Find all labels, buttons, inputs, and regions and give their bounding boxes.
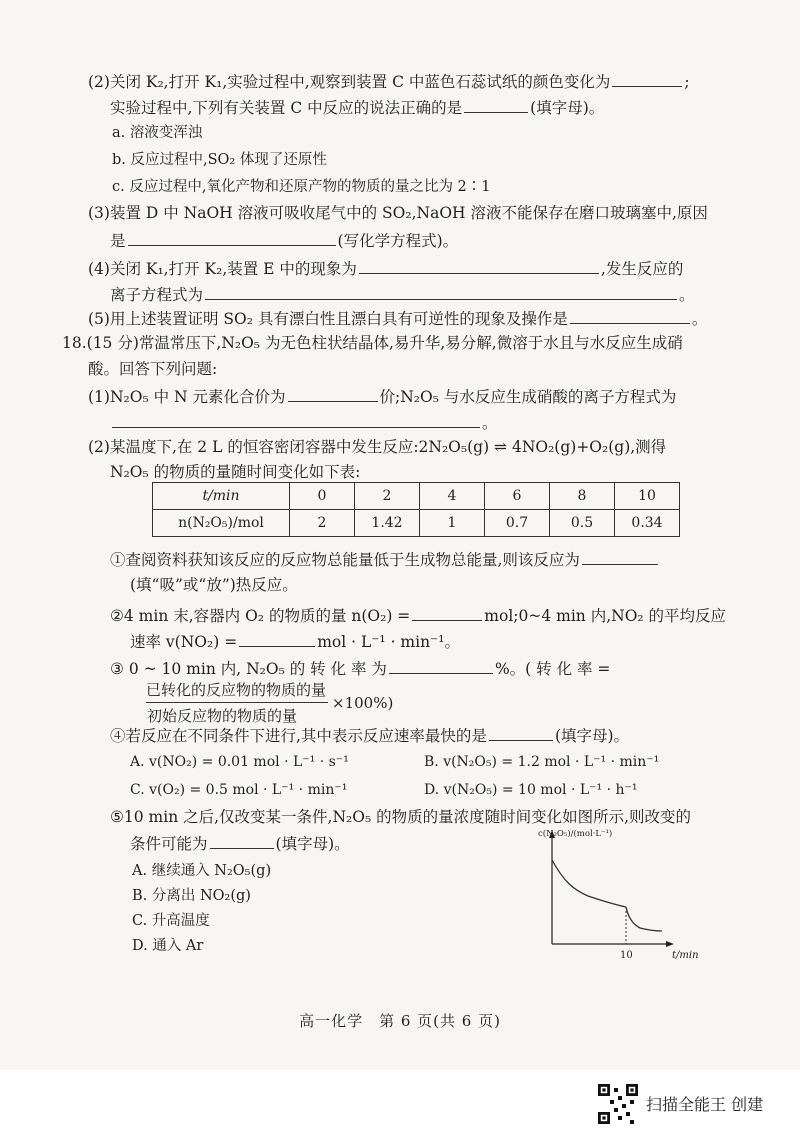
formula-numerator: 已转化的反应物的物质的量 — [146, 679, 328, 703]
q4-line1: (4)关闭 K₁,打开 K₂,装置 E 中的现象为 ,发生反应的 — [88, 257, 683, 279]
conversion-formula — [146, 679, 394, 727]
graph-x-label: t/min — [672, 950, 699, 961]
page-footer: 高一化学 第 6 页(共 6 页) — [299, 1012, 501, 1030]
table-cell: 10 — [615, 483, 680, 510]
table-row — [153, 483, 680, 510]
answer-blank[interactable] — [464, 96, 528, 113]
graph-y-label: c(N₂O₅)/(mol·L⁻¹) — [538, 829, 613, 839]
answer-blank[interactable] — [210, 832, 274, 849]
table-cell: 6 — [485, 483, 550, 510]
q2-option-a: a. 溶液变浑浊 — [112, 125, 203, 141]
q18-part2-line1: (2)某温度下,在 2 L 的恒容密闭容器中发生反应:2N₂O₅(g) ⇌ 4NO₂(g)+O₂(g),测得 — [88, 438, 667, 456]
sub4-line1: ④若反应在不同条件下进行,其中表示反应速率最快的是 (填字母)。 — [110, 724, 629, 746]
q2-line1: (2)关闭 K₂,打开 K₁,实验过程中,观察到装置 C 中蓝色石蕊试纸的颜色变化为 ; — [88, 70, 690, 92]
sub5-line1: ⑤10 min 之后,仅改变某一条件,N₂O₅ 的物质的量浓度随时间变化如图所示,则改变的 — [110, 808, 692, 826]
answer-blank[interactable] — [389, 657, 493, 674]
sub5-option-d: D. 通入 Ar — [132, 938, 204, 954]
table-row — [153, 510, 680, 537]
table-cell: 2 — [355, 483, 420, 510]
table-header-time: t/min — [153, 483, 290, 510]
q2-option-b: b. 反应过程中,SO₂ 体现了还原性 — [112, 152, 327, 168]
q18-part1-line1: (1)N₂O₅ 中 N 元素化合价为 价;N₂O₅ 与水反应生成硝酸的离子方程式为 — [88, 385, 676, 407]
sub4-option-c: C. v(O₂) = 0.5 mol · L⁻¹ · min⁻¹ — [130, 782, 348, 798]
answer-blank[interactable] — [612, 70, 682, 87]
x-axis-arrow — [666, 941, 674, 947]
table-cell: 1.42 — [355, 510, 420, 537]
sub3-line1: ③ 0 ~ 10 min 内, N₂O₅ 的 转 化 率 为 %。( 转 化 率 = — [110, 657, 610, 679]
table-cell: 8 — [550, 483, 615, 510]
qr-code-icon — [598, 1084, 638, 1124]
answer-blank[interactable] — [288, 385, 378, 402]
table-cell: 0.5 — [550, 510, 615, 537]
table-cell: 2 — [290, 510, 355, 537]
answer-blank[interactable] — [570, 307, 690, 324]
answer-blank[interactable] — [582, 548, 658, 565]
sub2-line2: 速率 v(NO₂) = mol · L⁻¹ · min⁻¹。 — [130, 630, 460, 652]
table-header-amount: n(N₂O₅)/mol — [153, 510, 290, 537]
formula-denominator: 初始反应物的物质的量 — [147, 707, 298, 725]
answer-blank[interactable] — [359, 257, 599, 274]
q5-line1: (5)用上述装置证明 SO₂ 具有漂白性且漂白具有可逆性的现象及操作是 。 — [88, 307, 707, 329]
table-cell: 4 — [420, 483, 485, 510]
sub5-option-a: A. 继续通入 N₂O₅(g) — [132, 863, 272, 879]
q3-line2: 是 (写化学方程式)。 — [110, 229, 458, 251]
q2-option-c: c. 反应过程中,氧化产物和还原产物的物质的量之比为 2∶1 — [112, 179, 491, 195]
sub5-option-b: B. 分离出 NO₂(g) — [132, 888, 251, 904]
curve-after-change — [626, 907, 662, 931]
table-cell: 1 — [420, 510, 485, 537]
answer-blank[interactable] — [112, 411, 480, 428]
concentration-time-graph — [538, 824, 708, 964]
formula-tail: ×100%) — [332, 694, 394, 712]
sub4-option-d: D. v(N₂O₅) = 10 mol · L⁻¹ · h⁻¹ — [424, 782, 638, 798]
q18-part1-line2: 。 — [110, 411, 498, 433]
sub2-line1: ②4 min 末,容器内 O₂ 的物质的量 n(O₂) = mol;0~4 min 内,NO₂ 的平均反应 — [110, 604, 726, 626]
q2-line2: 实验过程中,下列有关装置 C 中反应的说法正确的是 (填字母)。 — [110, 96, 604, 118]
curve-before-change — [552, 860, 626, 907]
answer-blank[interactable] — [412, 604, 482, 621]
sub1-line1: ①查阅资料获知该反应的反应物总能量低于生成物总能量,则该反应为 — [110, 548, 660, 570]
q3-line1: (3)装置 D 中 NaOH 溶液可吸收尾气中的 SO₂,NaOH 溶液不能保存在磨口玻璃塞中,原因 — [88, 204, 708, 222]
q18-intro-line2: 酸。回答下列问题: — [88, 360, 218, 378]
data-table — [152, 482, 680, 537]
table-cell: 0.34 — [615, 510, 680, 537]
q18-intro-line1: 18.(15 分)常温常压下,N₂O₅ 为无色柱状结晶体,易升华,易分解,微溶于水且与水反应生成硝 — [62, 334, 683, 352]
sub5-line2: 条件可能为 (填字母)。 — [130, 832, 350, 854]
scanner-brand-text: 扫描全能王 创建 — [646, 1095, 764, 1114]
table-cell: 0 — [290, 483, 355, 510]
answer-blank[interactable] — [128, 229, 336, 246]
answer-blank[interactable] — [489, 724, 553, 741]
graph-x-tick: 10 — [620, 950, 633, 961]
answer-blank[interactable] — [239, 630, 315, 647]
sub1-line2: (填“吸”或“放”)热反应。 — [130, 576, 298, 594]
sub4-option-b: B. v(N₂O₅) = 1.2 mol · L⁻¹ · min⁻¹ — [424, 754, 660, 770]
table-cell: 0.7 — [485, 510, 550, 537]
q18-part2-line2: N₂O₅ 的物质的量随时间变化如下表: — [110, 463, 361, 481]
sub4-option-a: A. v(NO₂) = 0.01 mol · L⁻¹ · s⁻¹ — [130, 754, 349, 770]
sub5-option-c: C. 升高温度 — [132, 913, 210, 929]
q4-line2: 离子方程式为 。 — [110, 283, 695, 305]
answer-blank[interactable] — [205, 283, 677, 300]
